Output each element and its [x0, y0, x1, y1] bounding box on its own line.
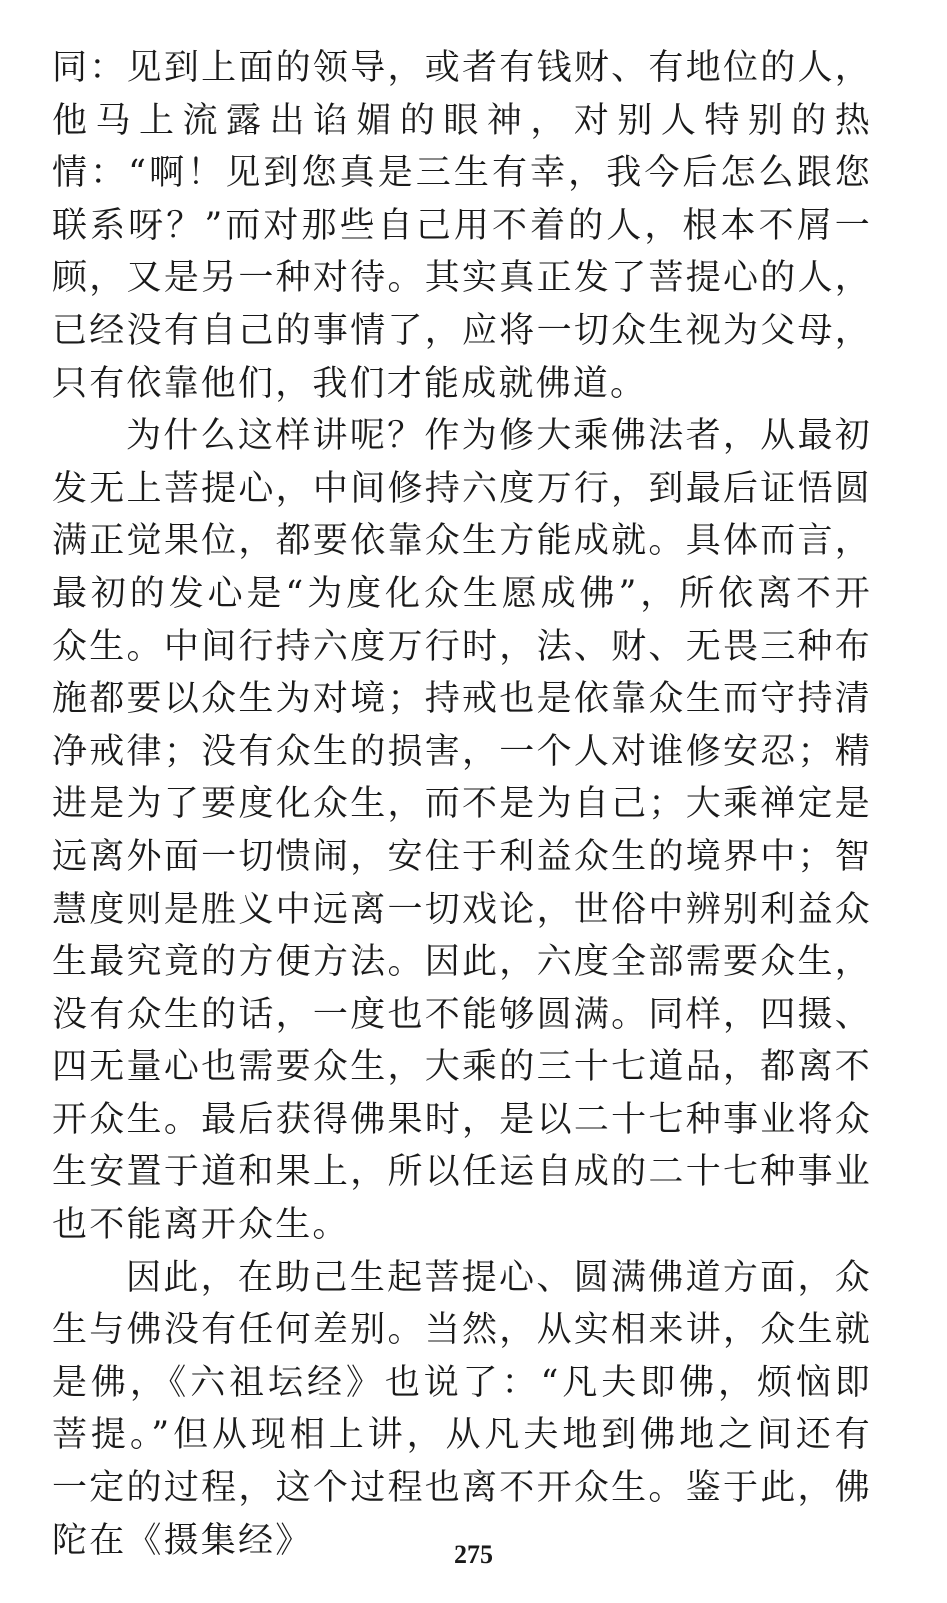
- page-body: [52, 42, 872, 1567]
- paragraph-why-rely-on-beings: 为什么这样讲呢？作为修大乘佛法者，从最初发无上菩提心，中间修持六度万行，到最后证悟圆满正觉果位，都要依靠众生方能成就。具体而言，最初的发心是“为度化众生愿成佛”，所依离不开众生。中间行持六度万行时，法、财、无畏三种布施都要以众生为对境；持戒也是依靠众生而守持清净戒律；没有众生的损害，一个人对谁修安忍；精进是为了要度化众生，而不是为自己；大乘禅定是远离外面一切愦闹，安住于利益众生的境界中；智慧度则是胜义中远离一切戏论，世俗中辨别利益众生最究竟的方便方法。因此，六度全部需要众生，没有众生的话，一度也不能够圆满。同样，四摄、四无量心也需要众生，大乘的三十七道品，都离不开众生。最后获得佛果时，是以二十七种事业将众生安置于道和果上，所以任运自成的二十七种事业也不能离开众生。: [52, 416, 872, 1246]
- paragraph-continued: 同：见到上面的领导，或者有钱财、有地位的人，他马上流露出谄媚的眼神，对别人特别的热情：“啊！见到您真是三生有幸，我今后怎么跟您联系呀？”而对那些自己用不着的人，根本不屑一顾，又是另一种对待。其实真正发了菩提心的人，已经没有自己的事情了，应将一切众生视为父母，只有依靠他们，我们才能成就佛道。: [52, 48, 872, 404]
- paragraph-beings-and-buddha: 因此，在助己生起菩提心、圆满佛道方面，众生与佛没有任何差别。当然，从实相来讲，众生就是佛，《六祖坛经》也说了：“凡夫即佛，烦恼即菩提。”但从现相上讲，从凡夫地到佛地之间还有一定的过程，这个过程也离不开众生。鉴于此，佛陀在《摄集经》: [52, 1257, 872, 1561]
- page-number: 275: [454, 1540, 493, 1569]
